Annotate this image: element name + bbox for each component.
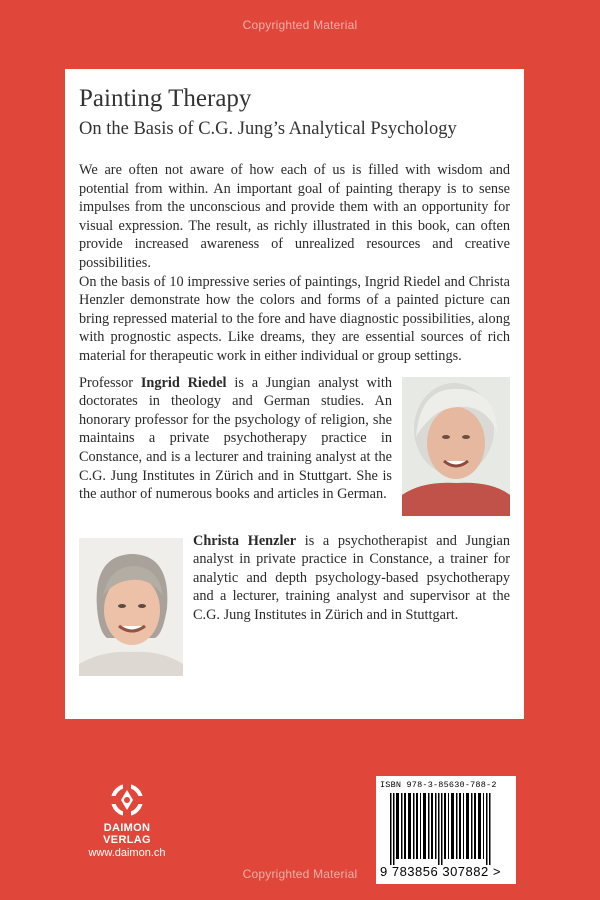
author-photo-riedel xyxy=(402,377,510,516)
blurb-paragraph-2: On the basis of 10 impressive series of paintings, Ingrid Riedel and Christa Henzler demonstrate how the colors and forms of a painted picture can bring repressed material to the fore and have diagnostic possibilities, along with prognostic aspects. Like dreams, they are essential sources of rich material for therapeutic work in either individual or group settings. xyxy=(79,273,510,364)
author-bio-riedel: Professor Ingrid Riedel is a Jungian analyst with doctorates in theology and German studies. An honorary professor for the psychology of religion, she maintains a private psychotherapy practice in Constance, and is a lecturer and training analyst at the C.G. Jung Institutes in Zürich and in Stuttgart. She is the author of numerous books and articles in German. xyxy=(79,374,510,504)
publisher-verlag: VERLAG xyxy=(103,834,151,846)
text-panel xyxy=(65,69,524,719)
book-title: Painting Therapy xyxy=(79,85,252,112)
publisher-url: www.daimon.ch xyxy=(88,847,166,859)
publisher-logo xyxy=(82,782,172,860)
book-subtitle: On the Basis of C.G. Jung’s Analytical Psychology xyxy=(79,119,457,139)
daimon-logo-icon xyxy=(109,782,145,818)
author-photo-henzler xyxy=(79,538,183,676)
watermark-top: Copyrighted Material xyxy=(242,18,358,32)
watermark-bottom: Copyrighted Material xyxy=(242,867,358,881)
blurb-paragraph-1: We are often not aware of how each of us is filled with wisdom and potential from within. An important goal of painting therapy is to sense impulses from the unconscious and provide them with an opportunity for visual expression. The result, as richly illustrated in this book, can often provide increased awareness of unrealized resources and creative possibilities. xyxy=(79,162,510,271)
ean-digits: 9 783856 307882 > xyxy=(380,864,501,879)
isbn-number: ISBN 978-3-85630-788-2 xyxy=(380,780,497,790)
author-name-henzler: Christa Henzler xyxy=(193,532,297,549)
publisher-name: DAIMON xyxy=(103,822,151,834)
author-name-riedel: Ingrid Riedel xyxy=(140,374,227,391)
author-bio-henzler: Christa Henzler is a psychotherapist and Jungian analyst in private practice in Constance, a trainer for analytic and depth psychology-based psychotherapy and a lecturer, training analyst and supervisor at the C.G. Jung Institutes in Zürich and in Stuttgart. xyxy=(79,532,510,625)
